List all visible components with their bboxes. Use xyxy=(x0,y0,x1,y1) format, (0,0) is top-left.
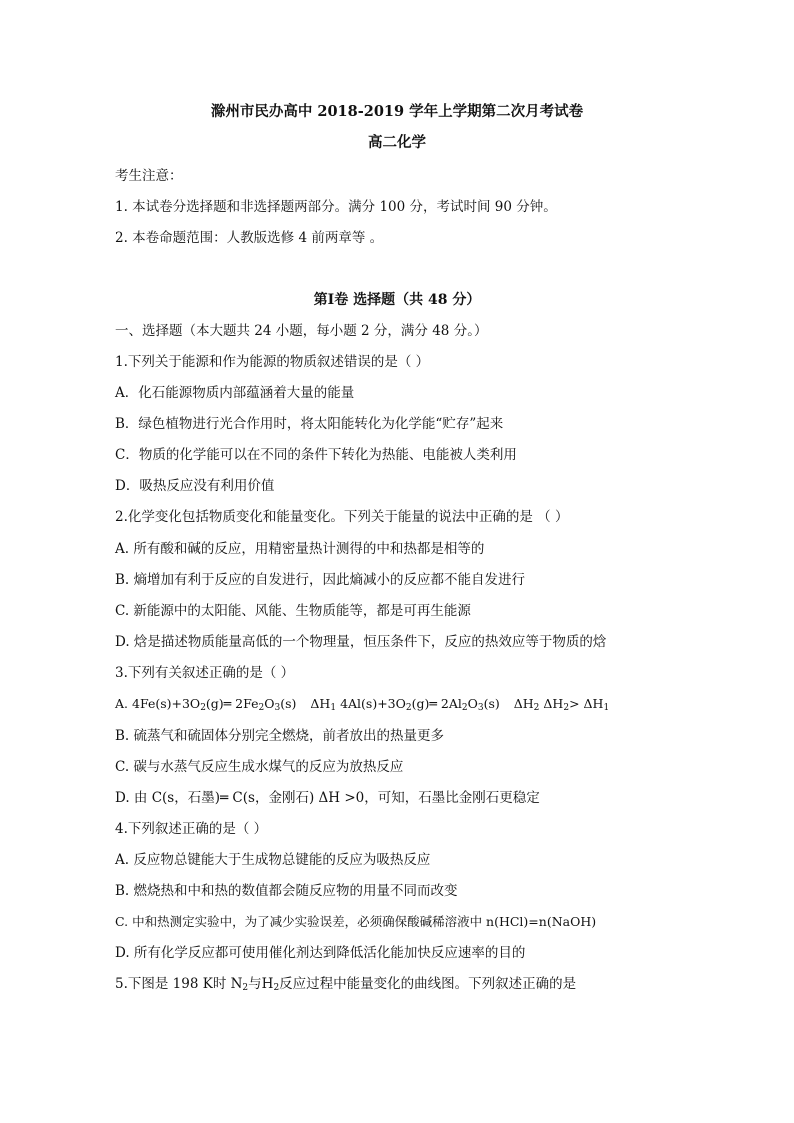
question-3-option-b: B. 硫蒸气和硫固体分别完全燃烧，前者放出的热量更多 xyxy=(115,728,445,744)
question-1-option-d: D．吸热反应没有利用价值 xyxy=(115,478,275,494)
question-3-option-d: D. 由 C(s，石墨)═ C(s，金刚石) ΔH >0，可知，石墨比金刚石更稳定 xyxy=(115,790,540,806)
delta-h-2: $\Delta H_2$ xyxy=(513,696,540,713)
question-2-option-c: C. 新能源中的太阳能、风能、生物质能等，都是可再生能源 xyxy=(115,603,471,619)
delta-h-1: $\Delta H_1$ xyxy=(310,696,337,713)
notice-item-1: 1. 本试卷分选择题和非选择题两部分。满分 100 分，考试时间 90 分钟。 xyxy=(115,199,557,215)
part-one-title: 第Ⅰ卷 选择题（共 48 分） xyxy=(313,292,481,308)
question-1-option-b: B．绿色植物进行光合作用时，将太阳能转化为化学能“贮存”起来 xyxy=(115,416,504,432)
section-heading: 一、选择题（本大题共 24 小题，每小题 2 分，满分 48 分。） xyxy=(115,323,488,339)
question-2-stem: 2.化学变化包括物质变化和能量变化。下列关于能量的说法中正确的是 （ ） xyxy=(115,509,569,525)
question-1-option-c: C．物质的化学能可以在不同的条件下转化为热能、电能被人类利用 xyxy=(115,447,517,463)
question-4-option-d: D. 所有化学反应都可使用催化剂达到降低活化能加快反应速率的目的 xyxy=(115,945,526,961)
exam-subject: 高二化学 xyxy=(368,134,426,151)
option-label: A. xyxy=(115,696,129,711)
question-4-option-c: C. 中和热测定实验中，为了减少实验误差，必须确保酸碱稀溶液中 n(HCl)=n(NaOH) xyxy=(115,914,597,929)
question-3-stem: 3.下列有关叙述正确的是（ ） xyxy=(115,665,295,681)
delta-h-comparison: $\Delta H_2> \Delta H_1$ xyxy=(543,696,610,713)
equation-1: $4Fe(s)+3O_2(g)═$ $2Fe_2O_3(s)$ xyxy=(132,696,297,713)
question-2-option-b: B. 熵增加有利于反应的自发进行，因此熵减小的反应都不能自发进行 xyxy=(115,572,526,588)
question-3-option-a xyxy=(115,695,609,713)
question-1-option-a: A．化石能源物质内部蕴涵着大量的能量 xyxy=(115,385,355,401)
question-4-option-a: A. 反应物总键能大于生成物总键能的反应为吸热反应 xyxy=(115,852,431,868)
notice-heading: 考生注意： xyxy=(115,168,183,184)
exam-title: 滁州市民办高中 2018-2019 学年上学期第二次月考试卷 xyxy=(210,103,584,120)
question-1-stem: 1.下列关于能源和作为能源的物质叙述错误的是（ ） xyxy=(115,354,430,370)
question-2-option-d: D. 焓是描述物质能量高低的一个物理量，恒压条件下，反应的热效应等于物质的焓 xyxy=(115,634,607,650)
equation-2: $4Al(s)+3O_2(g)═$ $2Al_2O_3(s)$ xyxy=(340,696,500,713)
notice-item-2: 2. 本卷命题范围：人教版选修 4 前两章等 。 xyxy=(115,230,384,246)
question-4-stem: 4.下列叙述正确的是（ ） xyxy=(115,821,268,837)
question-5-stem: 5.下图是 198 K时 $N_2$与$H_2$反应过程中能量变化的曲线图。下列叙述正确的是 xyxy=(115,976,577,993)
question-3-option-c: C. 碳与水蒸气反应生成水煤气的反应为放热反应 xyxy=(115,759,404,775)
question-2-option-a: A. 所有酸和碱的反应，用精密量热计测得的中和热都是相等的 xyxy=(115,541,485,557)
question-4-option-b: B. 燃烧热和中和热的数值都会随反应物的用量不同而改变 xyxy=(115,883,458,899)
